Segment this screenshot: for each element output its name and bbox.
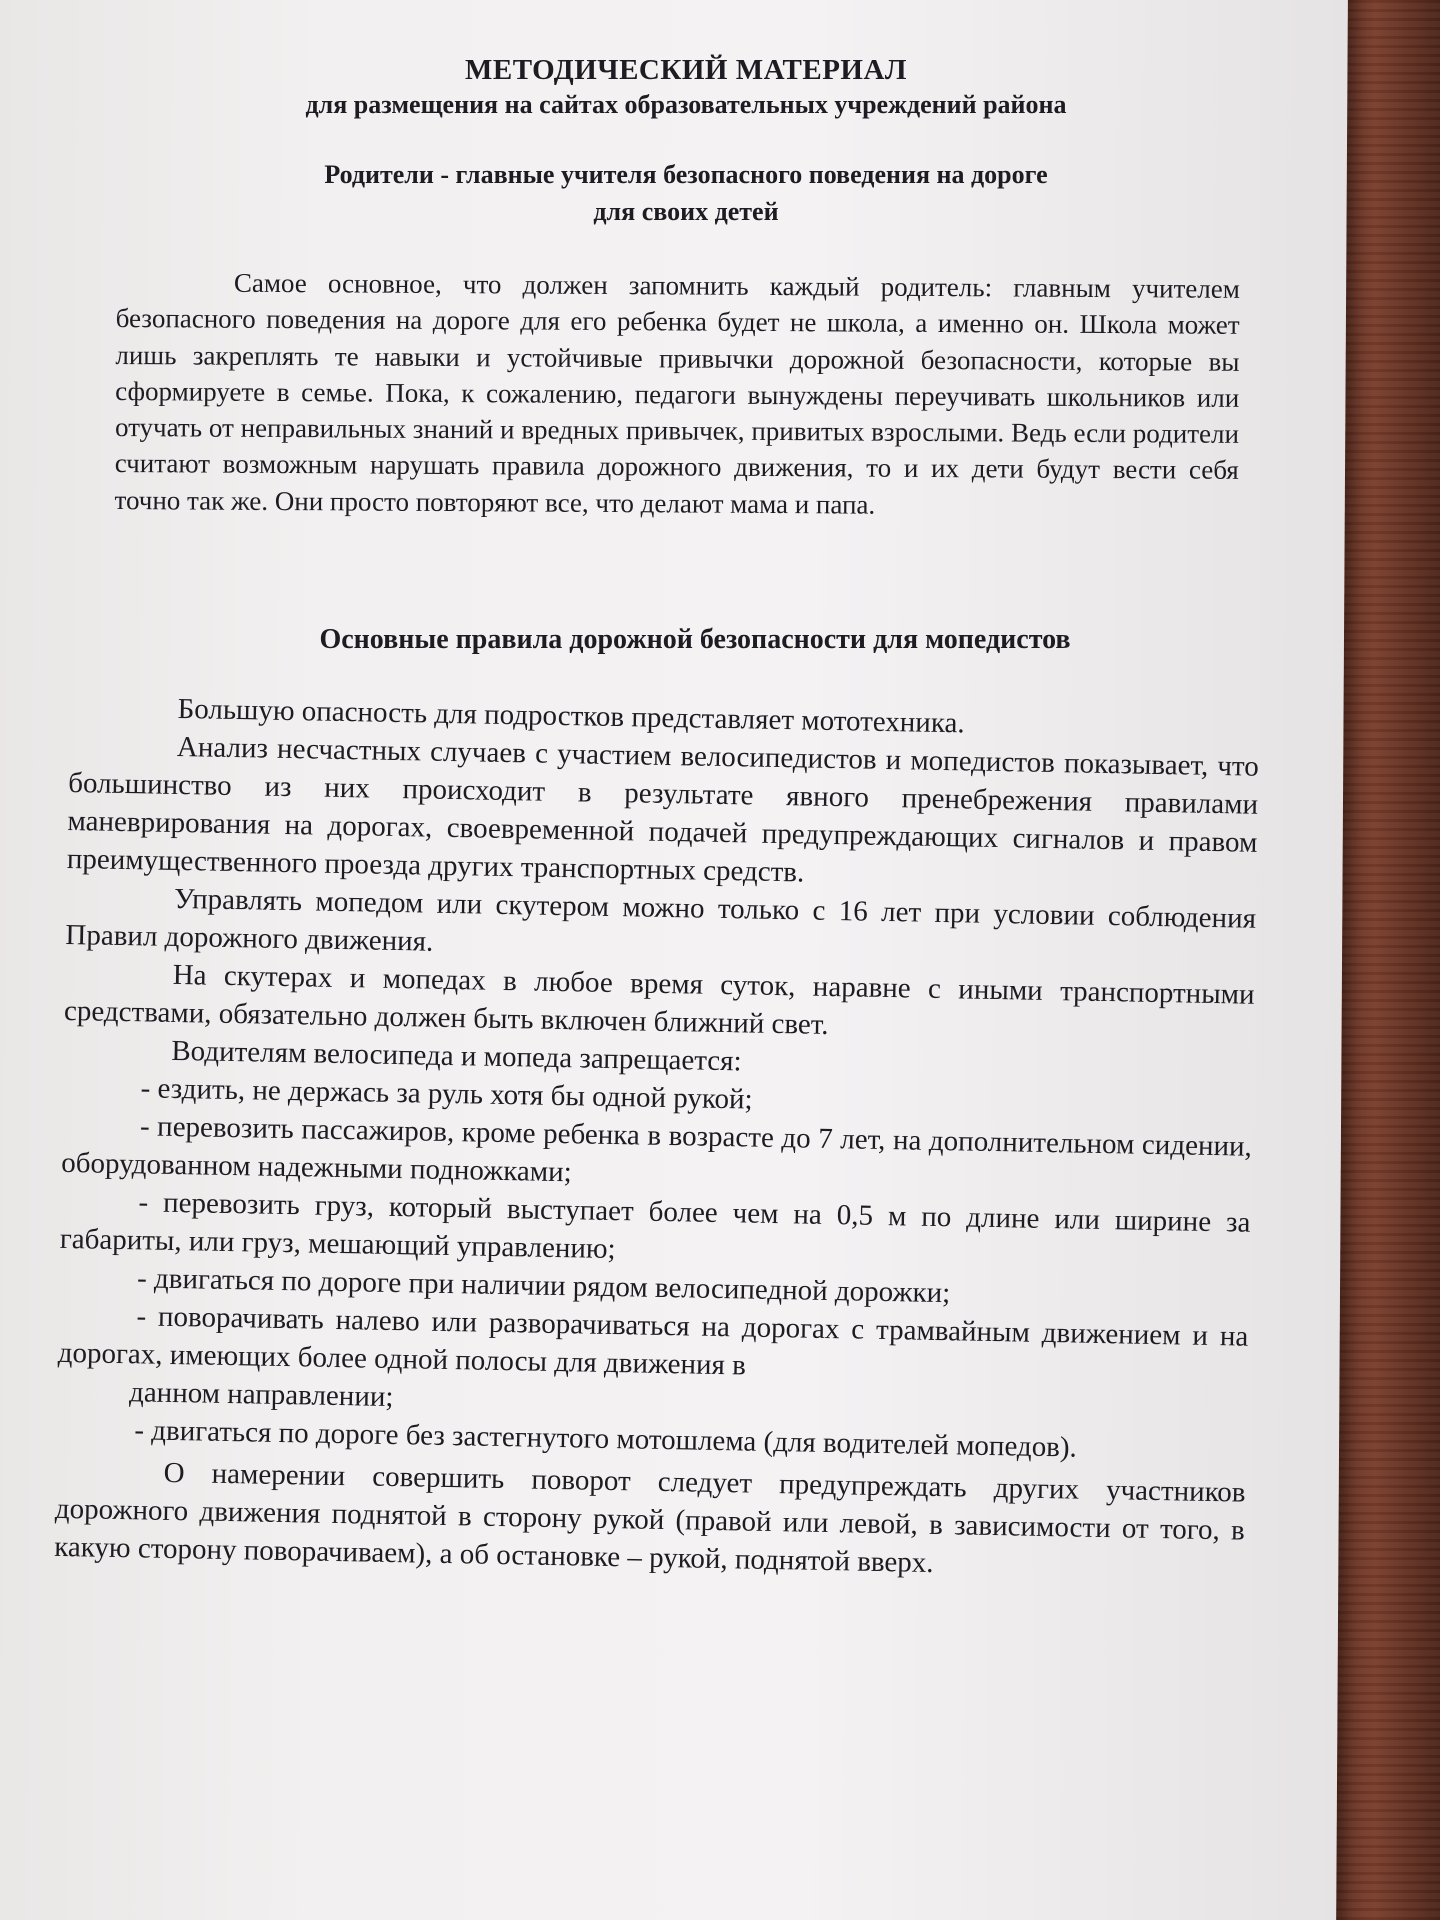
article-heading-line-2: для своих детей	[593, 197, 779, 226]
rule-item: - перевозить пассажиров, кроме ребенка в возрасте до 7 лет, на дополнительном сидении, оборудованном надежными подножками;	[61, 1110, 1253, 1189]
paragraph-age-limit: Управлять мопедом или скутером можно только с 16 лет при условии соблюдения Правил дорожного движения.	[65, 882, 1257, 958]
rule-item: - двигаться по дороге без застегнутого мотошлема (для водителей мопедов).	[134, 1414, 1078, 1464]
rule-item: - поворачивать налево или разворачиваться на дорогах с трамвайным движением и на дорогах, имеющих более одной полосы для движения в	[57, 1300, 1249, 1382]
document-title: МЕТОДИЧЕСКИЙ МАТЕРИАЛ	[464, 54, 908, 86]
rule-item: - перевозить груз, который выступает более чем на 0,5 м по длине или ширине за габариты, или груз, мешающий управлению;	[59, 1186, 1251, 1266]
document-subtitle: для размещения на сайтах образовательных учреждений района	[305, 90, 1067, 119]
paragraph-prohibited-intro: Водителям велосипеда и мопеда запрещается:	[171, 1034, 742, 1078]
article-heading-line-1: Родители - главные учителя безопасного поведения на дороге	[324, 160, 1048, 189]
rule-item: - двигаться по дороге при наличии рядом велосипедной дорожки;	[136, 1262, 951, 1310]
paragraph-headlights: На скутерах и мопедах в любое время суток, наравне с иными транспортными средствами, обязательно должен быть включен ближний свет.	[63, 958, 1255, 1041]
paragraph-turn-signals: О намерении совершить поворот следует предупреждать других участников дорожного движения поднятой в сторону рукой (правой или левой, в зависимости от того, в какую сторону поворачиваем), а об остановке – рукой, поднятой вверх.	[53, 1456, 1246, 1579]
section-heading: Основные правила дорожной безопасности для мопедистов	[319, 624, 1071, 655]
paragraph-analysis: Анализ несчастных случаев с участием велосипедистов и мопедистов показывает, что большинство из них происходит в результате явного пренебрежения правилами маневрирования на дорогах, своевременной подачей предупреждающих сигналов и правом преимущественного проезда других транспортных средств.	[66, 730, 1260, 889]
intro-paragraph: Самое основное, что должен запомнить каждый родитель: главным учителем безопасного поведения на дороге для его ребенка будет не школа, а именно он. Школа может лишь закреплять те навыки и устойчивые привычки дорожной безопасности, которые вы сформируете в семье. Пока, к сожалению, педагоги вынуждены переучивать школьников или отучать от неправильных знаний и вредных привычек, привитых взрослыми. Ведь если родители считают возможным нарушать правила дорожного движения, то и их дети будут вести себя точно так же. Они просто повторяют все, что делают мама и папа.	[114, 267, 1240, 520]
section-body	[54, 688, 1260, 1588]
paragraph-danger: Большую опасность для подростков представляет мототехника.	[177, 692, 965, 740]
rule-item: - ездить, не держась за руль хотя бы одной рукой;	[140, 1072, 753, 1116]
rule-item-continuation: данном направлении;	[128, 1376, 394, 1414]
